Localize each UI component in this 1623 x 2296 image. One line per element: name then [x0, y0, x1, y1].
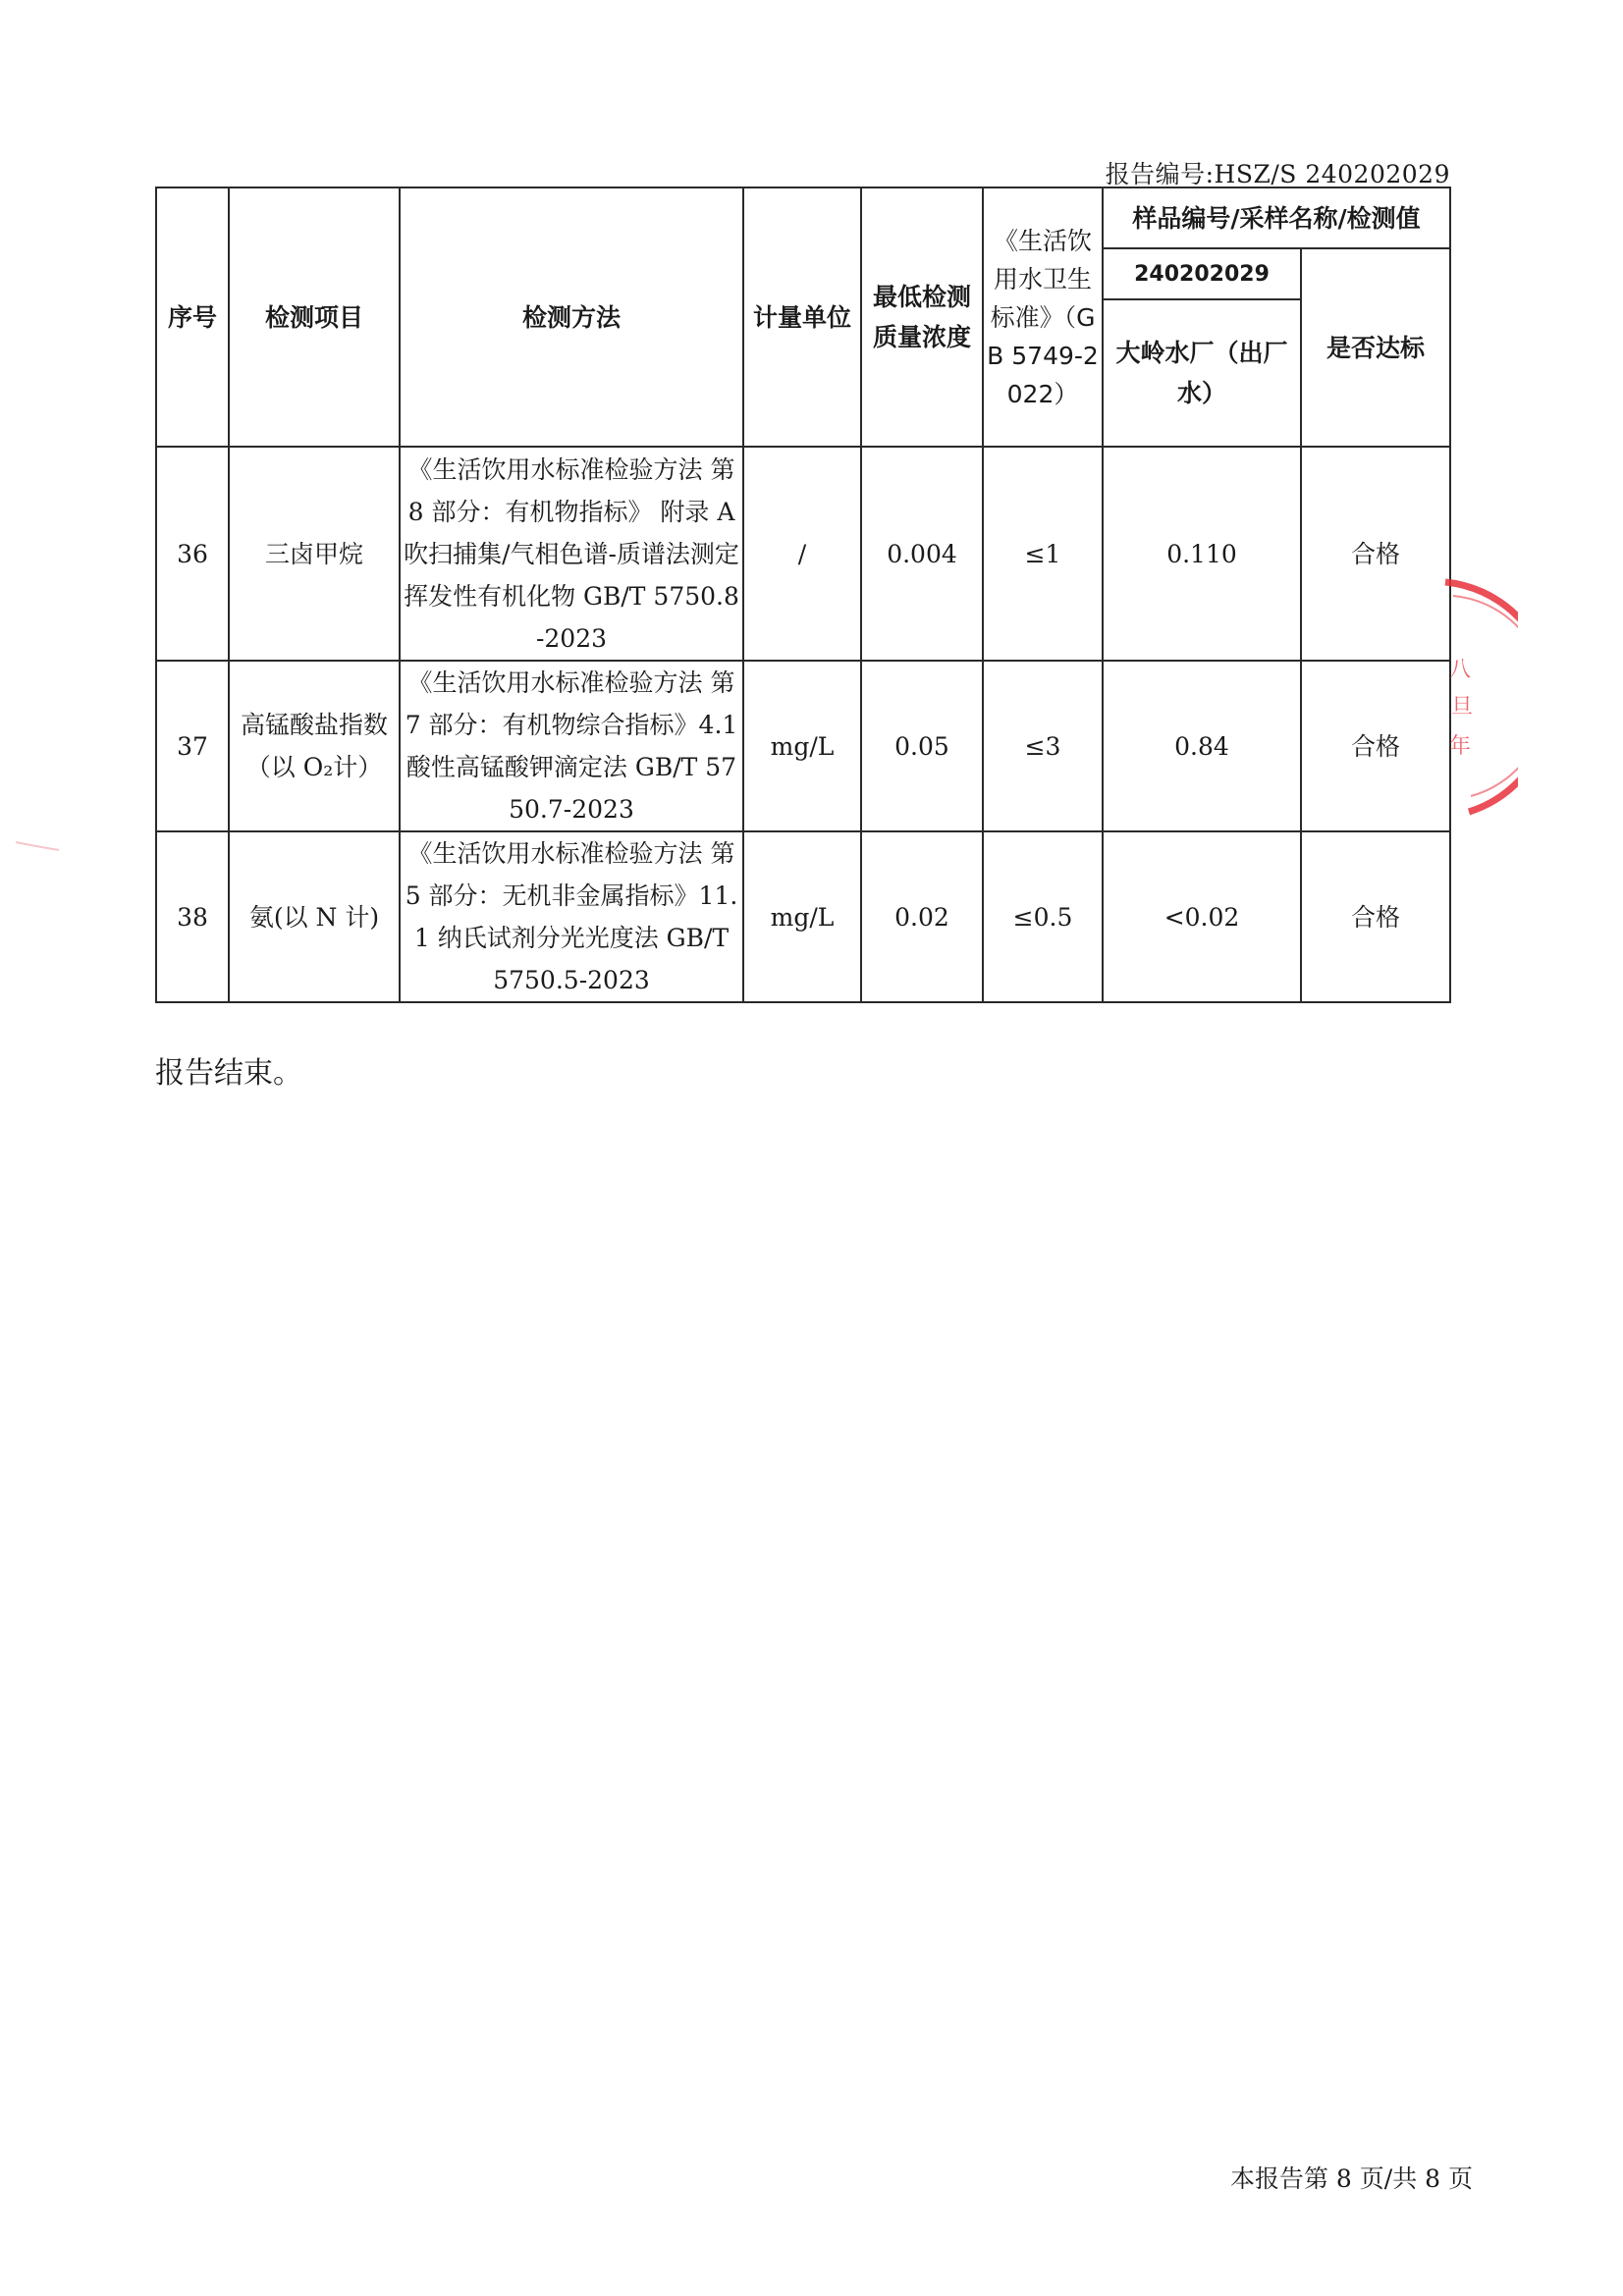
row-value: 0.84: [1103, 661, 1301, 831]
row-seq: 38: [156, 831, 229, 1002]
table-row: [156, 447, 1450, 661]
row-value: <0.02: [1103, 831, 1301, 1002]
table-row: [156, 661, 1450, 831]
row-pass: 合格: [1301, 447, 1450, 661]
header-method: 检测方法: [400, 187, 743, 447]
report-number: 报告编号:HSZ/S 240202029: [1105, 160, 1450, 188]
svg-text:年: 年: [1449, 734, 1472, 759]
row-min-conc: 0.02: [861, 831, 983, 1002]
header-min-conc: 最低检测质量浓度: [861, 187, 983, 447]
header-sample-code: 240202029: [1103, 248, 1301, 299]
row-item: 三卤甲烷: [229, 447, 400, 661]
row-standard: ≤1: [983, 447, 1103, 661]
row-unit: /: [743, 447, 861, 661]
header-unit: 计量单位: [743, 187, 861, 447]
header-item: 检测项目: [229, 187, 400, 447]
header-sample-group: 样品编号/采样名称/检测值: [1103, 187, 1450, 248]
row-item: 氨(以 N 计): [229, 831, 400, 1002]
row-pass: 合格: [1301, 831, 1450, 1002]
row-seq: 37: [156, 661, 229, 831]
row-unit: mg/L: [743, 661, 861, 831]
row-standard: ≤0.5: [983, 831, 1103, 1002]
svg-text:八: 八: [1449, 658, 1472, 682]
row-min-conc: 0.004: [861, 447, 983, 661]
svg-text:旦: 旦: [1451, 695, 1474, 720]
header-seq: 序号: [156, 187, 229, 447]
test-results-table: [155, 187, 1451, 1003]
row-standard: ≤3: [983, 661, 1103, 831]
scan-mark-icon: [14, 836, 65, 856]
header-sample-name: 大岭水厂（出厂水）: [1103, 299, 1301, 447]
row-seq: 36: [156, 447, 229, 661]
row-value: 0.110: [1103, 447, 1301, 661]
row-min-conc: 0.05: [861, 661, 983, 831]
row-method: 《生活饮用水标准检验方法 第 8 部分：有机物指标》 附录 A 吹扫捕集/气相色谱-质谱法测定挥发性有机化物 GB/T 5750.8-2023: [400, 447, 743, 661]
page-number: 本报告第 8 页/共 8 页: [1229, 2164, 1473, 2193]
row-unit: mg/L: [743, 831, 861, 1002]
table-row: [156, 831, 1450, 1002]
row-method: 《生活饮用水标准检验方法 第 7 部分：有机物综合指标》4.1 酸性高锰酸钾滴定法 GB/T 5750.7-2023: [400, 661, 743, 831]
header-standard: 《生活饮用水卫生标准》（GB 5749-2022）: [983, 187, 1103, 447]
row-item: 高锰酸盐指数（以 O₂计）: [229, 661, 400, 831]
report-end-text: 报告结束。: [155, 1056, 302, 1091]
row-pass: 合格: [1301, 661, 1450, 831]
header-pass: 是否达标: [1301, 248, 1450, 447]
row-method: 《生活饮用水标准检验方法 第 5 部分：无机非金属指标》11.1 纳氏试剂分光光度法 GB/T 5750.5-2023: [400, 831, 743, 1002]
